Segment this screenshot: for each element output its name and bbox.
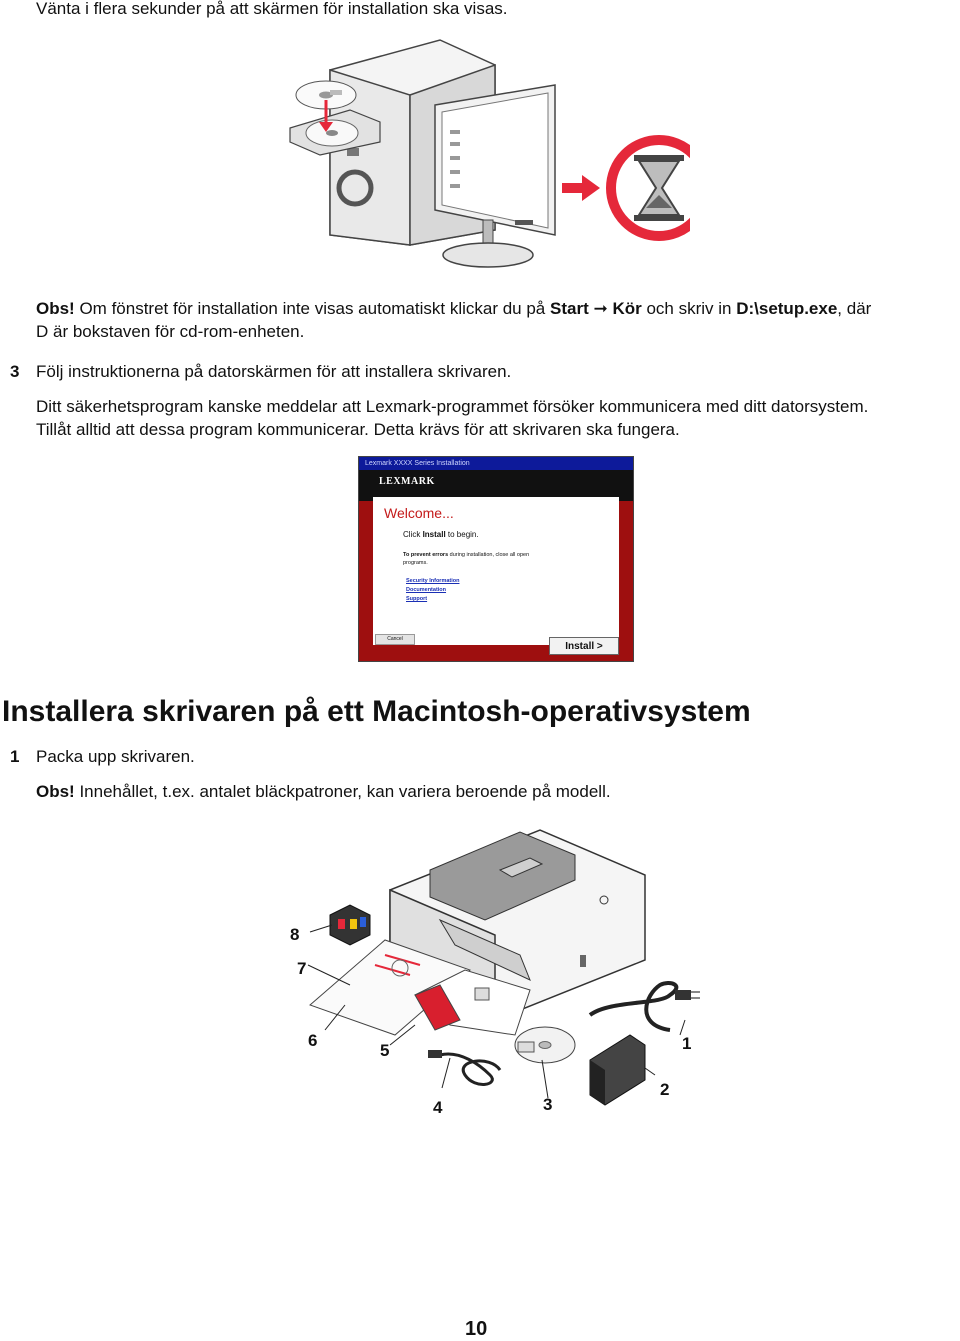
note-text: Om fönstret för installation inte visas automatiskt klickar du på: [74, 299, 550, 318]
security-text-line2: Tillåt alltid att dessa program kommunicerar. Detta krävs för att skrivaren ska fungera.: [36, 420, 680, 439]
note-text-line2: D är bokstaven för cd-rom-enheten.: [36, 322, 305, 341]
step-text: Följ instruktionerna på datorskärmen för att installera skrivaren.: [36, 362, 512, 381]
note-label: Obs!: [36, 782, 75, 801]
monitor: [435, 85, 555, 267]
note-text: och skriv in: [641, 299, 737, 318]
lexmark-logo: LEXMARK: [379, 476, 435, 487]
callout-8: 8: [290, 925, 300, 944]
warn-bold: To prevent errors: [403, 552, 449, 558]
hourglass-icon: [611, 140, 690, 236]
run-menu-label: Kör: [612, 299, 642, 318]
step-number: 1: [10, 747, 20, 766]
note-text: Innehållet, t.ex. antalet bläckpatroner, kan variera beroende på modell.: [74, 782, 611, 801]
ink-cartridges: [330, 905, 370, 945]
setup-path: D:\setup.exe: [736, 299, 838, 318]
right-arrow-icon: [562, 175, 600, 201]
note-label: Obs!: [36, 299, 75, 318]
click-post: to begin.: [445, 530, 479, 539]
warn-text: during installation, close all open programs.: [403, 552, 530, 566]
software-cd: [515, 1027, 575, 1063]
usb-cable: [428, 1050, 500, 1084]
callout-1: 1: [682, 1034, 692, 1053]
menu-arrow: ➞: [588, 299, 613, 318]
start-menu-label: Start: [550, 299, 589, 318]
page-number: 10: [465, 1318, 488, 1340]
box-contents-illustration: [290, 820, 740, 1130]
installer-window: [358, 456, 634, 662]
welcome-heading: Welcome...: [384, 505, 454, 521]
security-text-line1: Ditt säkerhetsprogram kanske meddelar att Lexmark-programmet försöker kommunicera med ditt datorsystem.: [36, 397, 869, 416]
instruction-text: Vänta i flera sekunder på att skärmen för installation ska visas.: [36, 0, 508, 18]
cancel-button[interactable]: Cancel: [375, 634, 415, 645]
callout-2: 2: [660, 1080, 670, 1099]
window-title: Lexmark XXXX Series Installation: [359, 457, 633, 470]
note-paragraph: [36, 297, 960, 320]
power-adapter: [590, 1035, 645, 1105]
callout-5: 5: [380, 1041, 390, 1060]
section-heading: Installera skrivaren på ett Macintosh-operativsystem: [2, 695, 751, 728]
note-text: , där: [837, 299, 872, 318]
click-pre: Click: [403, 530, 423, 539]
callout-3: 3: [543, 1095, 553, 1114]
welcome-panel: [373, 497, 619, 645]
step-number: 3: [10, 362, 20, 381]
click-bold: Install: [422, 530, 446, 539]
callout-7: 7: [297, 959, 307, 978]
callout-4: 4: [433, 1098, 443, 1117]
callout-6: 6: [308, 1031, 318, 1050]
note2-paragraph: [36, 780, 611, 803]
prevent-errors-text: [403, 551, 543, 567]
computer-cd-illustration: [270, 30, 690, 290]
security-information-link[interactable]: Security Information: [406, 578, 460, 584]
documentation-link[interactable]: Documentation: [406, 587, 447, 593]
step-text: Packa upp skrivaren.: [36, 747, 195, 766]
install-button[interactable]: Install >: [549, 637, 619, 655]
support-link[interactable]: Support: [406, 596, 428, 602]
click-install-text: [403, 530, 479, 539]
